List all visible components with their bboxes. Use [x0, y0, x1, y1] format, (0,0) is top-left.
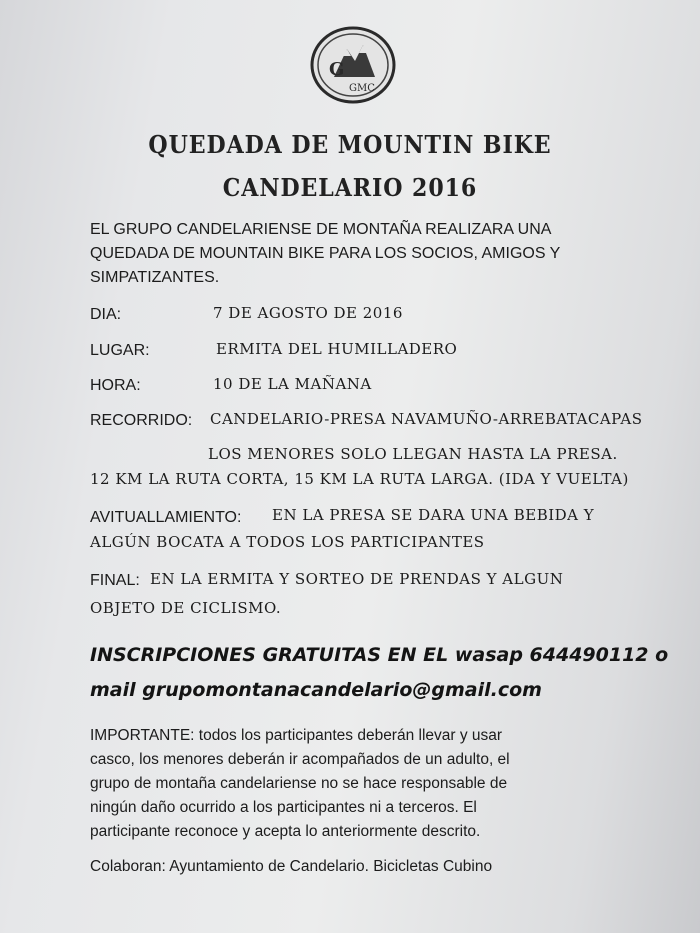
- recorrido-note-1: LOS MENORES SOLO LLEGAN HASTA LA PRESA.: [208, 445, 618, 463]
- intro-line-3: SIMPATIZANTES.: [90, 269, 220, 286]
- avituallamiento-label: AVITUALLAMIENTO:: [90, 509, 242, 526]
- intro-line-2: QUEDADA DE MOUNTAIN BIKE PARA LOS SOCIOS, AMIGOS Y: [90, 245, 561, 262]
- importante-line-5: participante reconoce y acepta lo anteriormente descrito.: [90, 823, 481, 840]
- importante-line-1: IMPORTANTE: todos los participantes deberán llevar y usar: [90, 727, 503, 744]
- recorrido-label: RECORRIDO:: [90, 412, 193, 429]
- svg-text:G: G: [329, 59, 345, 80]
- lugar-value: ERMITA DEL HUMILLADERO: [216, 340, 458, 358]
- lugar-label: LUGAR:: [90, 342, 150, 359]
- logo-letters: GMC: [349, 83, 375, 94]
- title-line-2: CANDELARIO 2016: [222, 173, 478, 202]
- importante-line-4: ningún daño ocurrido a los participantes ni a terceros. El: [90, 799, 477, 816]
- recorrido-note-2: 12 KM LA RUTA CORTA, 15 KM LA RUTA LARGA. (IDA Y VUELTA): [90, 470, 629, 488]
- final-label: FINAL:: [90, 572, 140, 589]
- inscripciones-line-1: INSCRIPCIONES GRATUITAS EN EL wasap 644490112 o: [90, 644, 669, 666]
- avituallamiento-line-2: ALGÚN BOCATA A TODOS LOS PARTICIPANTES: [90, 533, 485, 551]
- hora-value: 10 DE LA MAÑANA: [213, 375, 372, 393]
- colaboran-text: Colaboran: Ayuntamiento de Candelario. Bicicletas Cubino: [90, 858, 493, 875]
- avituallamiento-line-1: EN LA PRESA SE DARA UNA BEBIDA Y: [272, 506, 595, 524]
- final-line-2: OBJETO DE CICLISMO.: [90, 599, 282, 617]
- club-logo-icon: [309, 25, 397, 105]
- intro-line-1: EL GRUPO CANDELARIENSE DE MONTAÑA REALIZARA UNA: [90, 221, 552, 238]
- title-line-1: QUEDADA DE MOUNTIN BIKE: [148, 130, 552, 159]
- final-line-1: EN LA ERMITA Y SORTEO DE PRENDAS Y ALGUN: [150, 570, 564, 588]
- recorrido-value: CANDELARIO-PRESA NAVAMUÑO-ARREBATACAPAS: [210, 410, 643, 428]
- inscripciones-line-2: mail grupomontanacandelario@gmail.com: [90, 679, 542, 701]
- importante-line-3: grupo de montaña candelariense no se hace responsable de: [90, 775, 508, 792]
- dia-label: DIA:: [90, 306, 122, 323]
- hora-label: HORA:: [90, 377, 141, 394]
- importante-line-2: casco, los menores deberán ir acompañados de un adulto, el: [90, 751, 510, 768]
- dia-value: 7 DE AGOSTO DE 2016: [213, 304, 403, 322]
